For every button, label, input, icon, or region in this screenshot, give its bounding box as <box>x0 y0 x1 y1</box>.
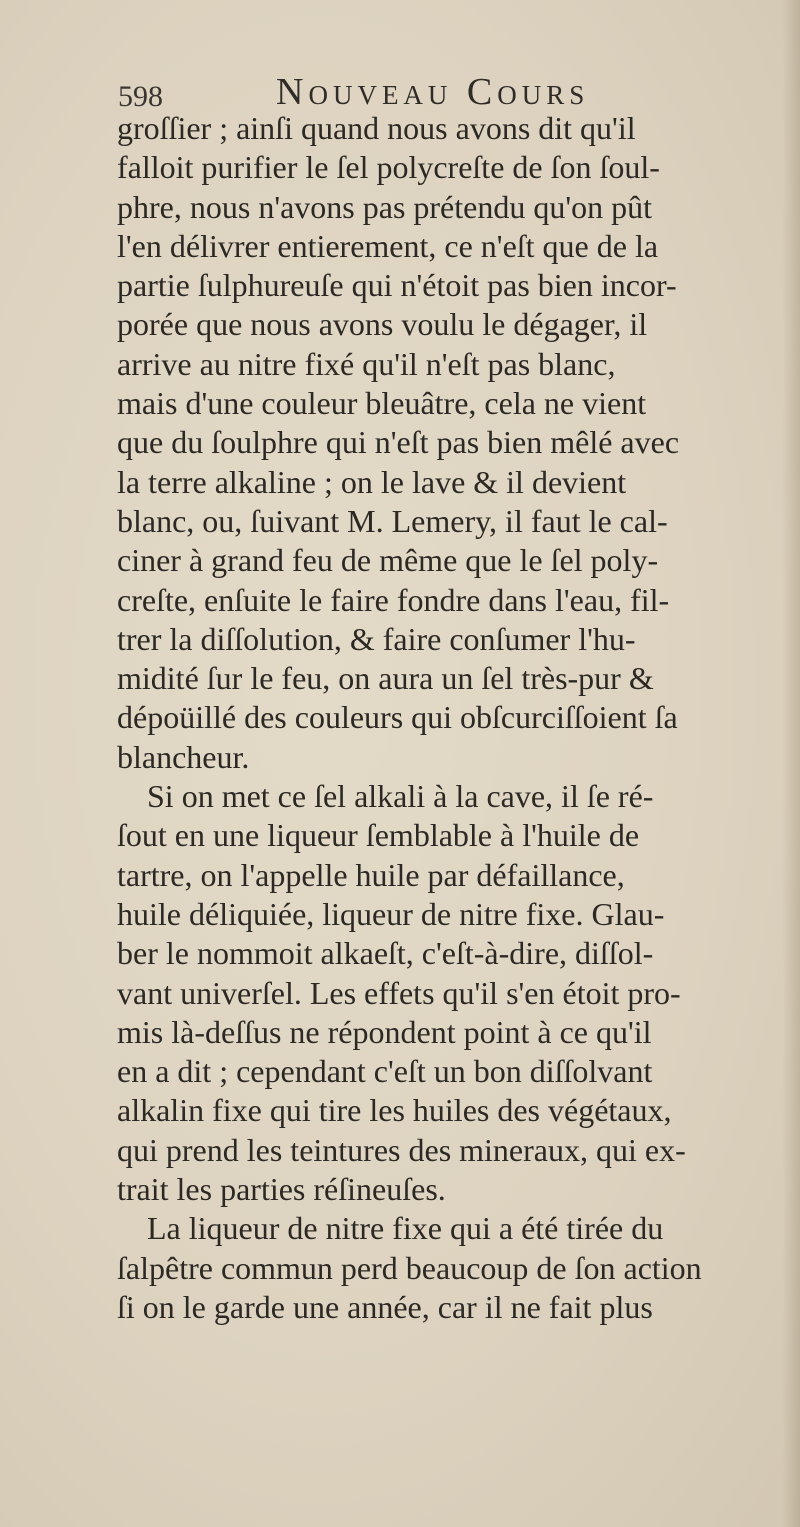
text-line: mis là-deſſus ne répondent point à ce qu'il <box>117 1013 652 1050</box>
text-line: mais d'une couleur bleuâtre, cela ne vient <box>117 385 647 422</box>
body-text <box>117 109 797 1327</box>
text-line: que du ſoulphre qui n'eſt pas bien mêlé avec <box>117 424 680 461</box>
text-line: falloit purifier le ſel polycreſte de ſon ſoul- <box>117 149 660 186</box>
text-line: qui prend les teintures des mineraux, qui ex- <box>117 1131 686 1168</box>
text-line: huile déliquiée, liqueur de nitre fixe. Glau- <box>117 895 665 932</box>
text-line: porée que nous avons voulu le dégager, il <box>117 306 648 343</box>
text-line: phre, nous n'avons pas prétendu qu'on pût <box>117 188 652 225</box>
text-line: trait les parties réſineuſes. <box>117 1171 446 1208</box>
text-line: dépoüillé des couleurs qui obſcurciſſoient ſa <box>117 699 678 736</box>
text-line: partie ſulphureuſe qui n'étoit pas bien incor- <box>117 267 677 304</box>
text-line: groſſier ; ainſi quand nous avons dit qu'il <box>117 110 636 146</box>
text-line: blanc, ou, ſuivant M. Lemery, il faut le cal- <box>117 502 668 539</box>
page-number: 598 <box>118 80 163 113</box>
text-line: creſte, enſuite le faire fondre dans l'eau, fil- <box>117 581 670 618</box>
text-line: ſout en une liqueur ſemblable à l'huile de <box>117 817 640 854</box>
running-head: Nouveau Cours <box>276 71 590 113</box>
text-line: la terre alkaline ; on le lave & il devient <box>117 463 627 500</box>
text-line: ciner à grand feu de même que le ſel poly- <box>117 542 659 579</box>
text-line: vant univerſel. Les effets qu'il s'en étoit pro- <box>117 974 681 1011</box>
paragraph-start-line: La liqueur de nitre fixe qui a été tirée du <box>147 1210 664 1247</box>
text-line: ſalpêtre commun perd beaucoup de ſon action <box>117 1249 702 1286</box>
text-line: alkalin fixe qui tire les huiles des végétaux, <box>117 1092 672 1129</box>
text-line: ber le nommoit alkaeſt, c'eſt-à-dire, diſſol- <box>117 935 654 972</box>
text-line: blancheur. <box>117 738 250 775</box>
paragraph-start-line: Si on met ce ſel alkali à la cave, il ſe ré- <box>147 778 654 815</box>
text-line: ſi on le garde une année, car il ne fait plus <box>117 1288 653 1325</box>
text-line: tartre, on l'appelle huile par défaillance, <box>117 856 625 893</box>
text-line: trer la diſſolution, & faire conſumer l'hu- <box>117 620 636 657</box>
text-line: l'en délivrer entierement, ce n'eſt que de la <box>117 227 659 264</box>
text-line: en a dit ; cependant c'eſt un bon diſſolvant <box>117 1053 653 1090</box>
text-line: midité ſur le feu, on aura un ſel très-pur & <box>117 660 654 697</box>
text-line: arrive au nitre fixé qu'il n'eſt pas blanc, <box>117 345 616 382</box>
